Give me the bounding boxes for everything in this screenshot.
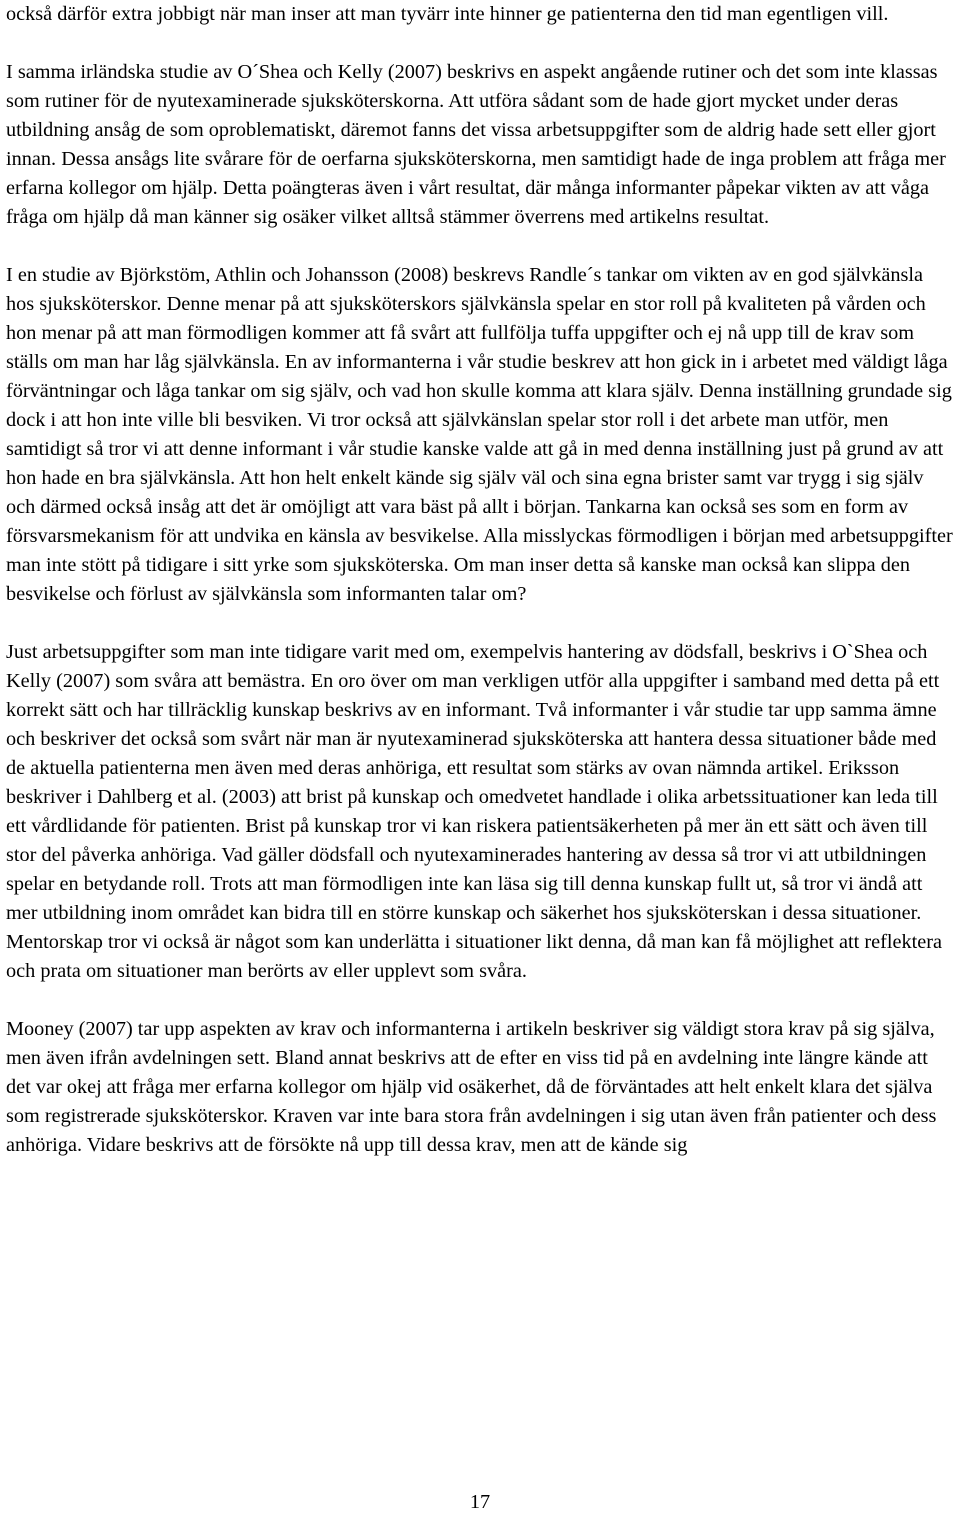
paragraph-gap (6, 29, 956, 58)
paragraph-self-esteem: I en studie av Björkstöm, Athlin och Johansson (2008) beskrevs Randle´s tankar om vikten av en god självkänsla hos sjuksköterskor. Denne menar på att sjuksköterskors självkänsla spelar en stor roll på kvaliteten på vården och hon menar på att man förmodligen kommer att få svårt att fullfölja tuffa uppgifter och ej nå upp till de krav som ställs om man har låg självkänsla. En av informanterna i vår studie beskrev att hon gick in i arbetet med väldigt låga förväntningar och låga tankar om sig själv, och vad hon skulle komma att klara själv. Denna inställning grundade sig dock i att hon inte ville bli besviken. Vi tror också att självkänslan spelar stor roll i det arbete man utför, men samtidigt så tror vi att denne informant i vår studie kanske valde att gå in med denna inställning just på grund av att hon hade en bra självkänsla. Att hon helt enkelt kände sig själv väl och sina egna brister samt var trygg i sig själv och därmed också insåg att det är omöjligt att vara bäst på allt i början. Tankarna kan också ses som en form av försvarsmekanism för att undvika en känsla av besvikelse. Alla misslyckas förmodligen i början med arbetsuppgifter man inte stött på tidigare i sitt yrke som sjuksköterska. Om man inser detta så kanske man också kan slippa den besvikelse och förlust av självkänsla som informanten talar om? (6, 264, 953, 605)
document-page (6, 0, 956, 1160)
paragraph-gap (6, 986, 956, 1015)
paragraph-tasks: Just arbetsuppgifter som man inte tidigare varit med om, exempelvis hantering av dödsfall, beskrivs i O`Shea och Kelly (2007) som svåra att bemästra. En oro över om man verkligen utför alla uppgifter i samband med detta på ett korrekt sätt och har tillräcklig kunskap beskrivs av en informant. Två informanter i vår studie tar upp samma ämne och beskriver det också som svårt när man är nyutexaminerad sjuksköterska att hantera dessa situationer både med de aktuella patienterna men även med deras anhöriga, ett resultat som stärks av ovan nämnda artikel. Eriksson beskriver i Dahlberg et al. (2003) att brist på kunskap och omedvetet handlade i olika arbetssituationer kan leda till ett vårdlidande för patienten. Brist på kunskap tror vi kan riskera patientsäkerheten på mer än ett sätt och även till stor del påverka anhöriga. Vad gäller dödsfall och nyutexaminerades hantering av dessa så tror vi att utbildningen spelar en betydande roll. Trots att man förmodligen inte kan läsa sig till denna kunskap fullt ut, så tror vi ändå att mer utbildning inom området kan bidra till en större kunskap och säkerhet hos sjuksköterskan i dessa situationer. Mentorskap tror vi också är något som kan underlätta i situationer likt denna, då man kan få möjlighet att reflektera och prata om situationer man berörts av eller upplevt som svåra. (6, 641, 943, 982)
paragraph-gap (6, 232, 956, 261)
paragraph-gap (6, 609, 956, 638)
paragraph-continuation: också därför extra jobbigt när man inser att man tyvärr inte hinner ge patienterna den tid man egentligen vill. (6, 3, 889, 25)
page-number: 17 (469, 1491, 491, 1513)
paragraph-routines: I samma irländska studie av O´Shea och Kelly (2007) beskrivs en aspekt angående rutiner och det som inte klassas som rutiner för de nyutexaminerade sjuksköterskorna. Att utföra sådant som de hade gjort mycket under deras utbildning ansåg de som oproblematiskt, däremot fanns det vissa arbetsuppgifter som de aldrig hade sett eller gjort innan. Dessa ansågs lite svårare för de oerfarna sjuksköterskorna, men samtidigt hade de inga problem att fråga mer erfarna kollegor om hjälp. Detta poängteras även i vårt resultat, där många informanter påpekar vikten av att våga fråga om hjälp då man känner sig osäker vilket alltså stämmer överrens med artikelns resultat. (6, 61, 946, 228)
paragraph-demands: Mooney (2007) tar upp aspekten av krav och informanterna i artikeln beskriver sig väldigt stora krav på sig själva, men även ifrån avdelningen sett. Bland annat beskrivs att de efter en viss tid på en avdelning inte längre kände att det var okej att fråga mer erfarna kollegor om hjälp vid osäkerhet, då de förväntades att helt enkelt klara det själva som registrerade sjuksköterskor. Kraven var inte bara stora från avdelningen i sig utan även från patienter och dess anhöriga. Vidare beskrivs att de försökte nå upp till dessa krav, men att de kände sig (6, 1018, 937, 1156)
